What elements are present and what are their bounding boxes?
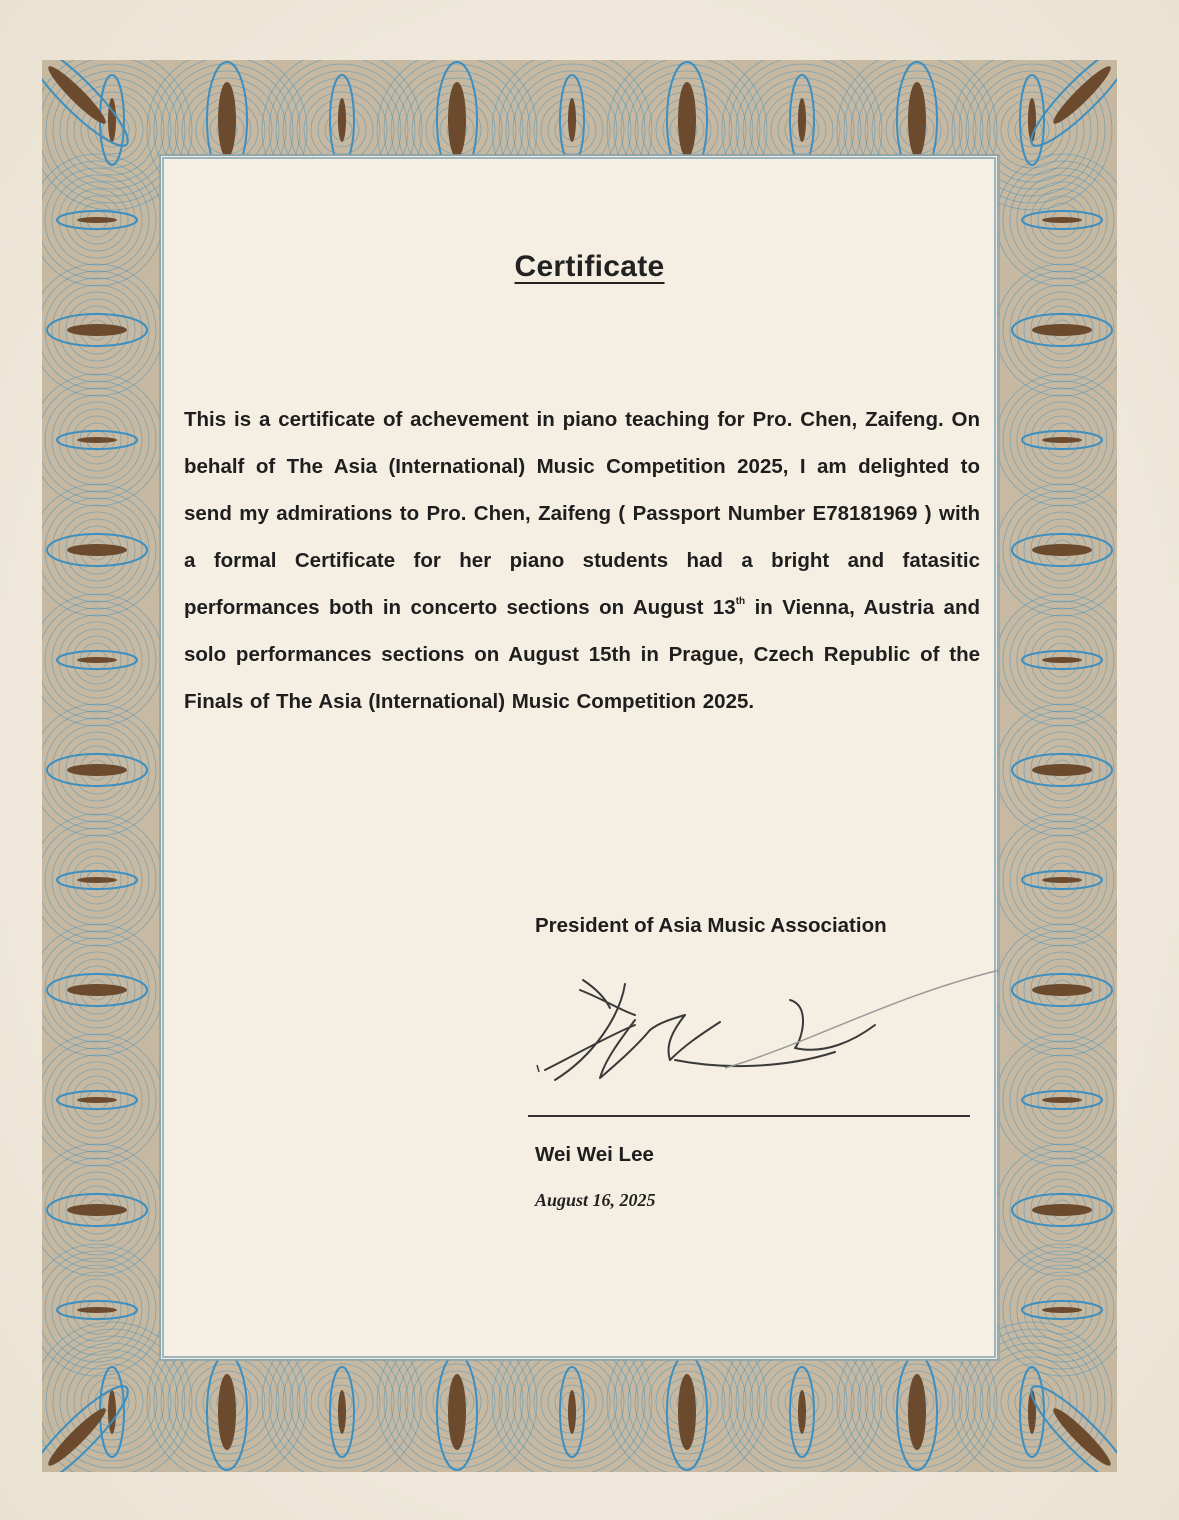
- leaf-core: [448, 82, 466, 158]
- leaf-core: [77, 1097, 117, 1103]
- leaf-core: [108, 98, 116, 142]
- leaf-core: [678, 1374, 696, 1450]
- leaf-core: [1042, 437, 1082, 443]
- leaf-core: [568, 98, 576, 142]
- leaf-core: [1032, 764, 1092, 776]
- body-text-part2: in Vienna, Austria and solo performances sections on August 15th in Prague, Czech Republic of the Finals of The Asia (International) Music Competition 2025.: [184, 596, 980, 713]
- leaf-core: [1042, 657, 1082, 663]
- leaf-core: [338, 1390, 346, 1434]
- leaf-core: [798, 1390, 806, 1434]
- leaf-core: [77, 217, 117, 223]
- leaf-core: [1032, 984, 1092, 996]
- leaf-core: [67, 764, 127, 776]
- signature-line: [528, 1115, 970, 1117]
- leaf-core: [77, 1307, 117, 1313]
- leaf-core: [1032, 1204, 1092, 1216]
- leaf-core: [1042, 217, 1082, 223]
- leaf-core: [67, 984, 127, 996]
- leaf-core: [908, 1374, 926, 1450]
- leaf-core: [67, 544, 127, 556]
- leaf-core: [1032, 324, 1092, 336]
- leaf-core: [678, 82, 696, 158]
- leaf-core: [77, 657, 117, 663]
- signatory-name: Wei Wei Lee: [535, 1143, 654, 1166]
- certificate-date: August 16, 2025: [535, 1190, 656, 1210]
- leaf-core: [1042, 1097, 1082, 1103]
- leaf-core: [908, 82, 926, 158]
- leaf-core: [1042, 1307, 1082, 1313]
- leaf-core: [568, 1390, 576, 1434]
- leaf-core: [67, 324, 127, 336]
- leaf-core: [108, 1390, 116, 1434]
- leaf-core: [1042, 877, 1082, 883]
- leaf-core: [77, 877, 117, 883]
- leaf-core: [218, 1374, 236, 1450]
- body-superscript: th: [735, 596, 746, 607]
- signatory-title: President of Asia Music Association: [535, 914, 887, 937]
- body-text-part1: This is a certificate of achevement in piano teaching for Pro. Chen, Zaifeng. On behalf of The Asia (International) Music Competition 2025, I am delighted to send my admirations to Pro. Chen, Zaifeng ( Passport Number E78181969 ) with a formal Certificate for her piano students had a bright and fatasitic performances both in concerto sections on August 13: [184, 408, 980, 619]
- leaf-core: [798, 98, 806, 142]
- leaf-core: [67, 1204, 127, 1216]
- certificate-body: [184, 396, 980, 725]
- certificate-title: Certificate: [514, 250, 665, 283]
- handwritten-signature: [525, 960, 1005, 1090]
- leaf-core: [448, 1374, 466, 1450]
- leaf-core: [1032, 544, 1092, 556]
- leaf-core: [77, 437, 117, 443]
- leaf-core: [218, 82, 236, 158]
- certificate-panel: [160, 155, 998, 1360]
- leaf-core: [338, 98, 346, 142]
